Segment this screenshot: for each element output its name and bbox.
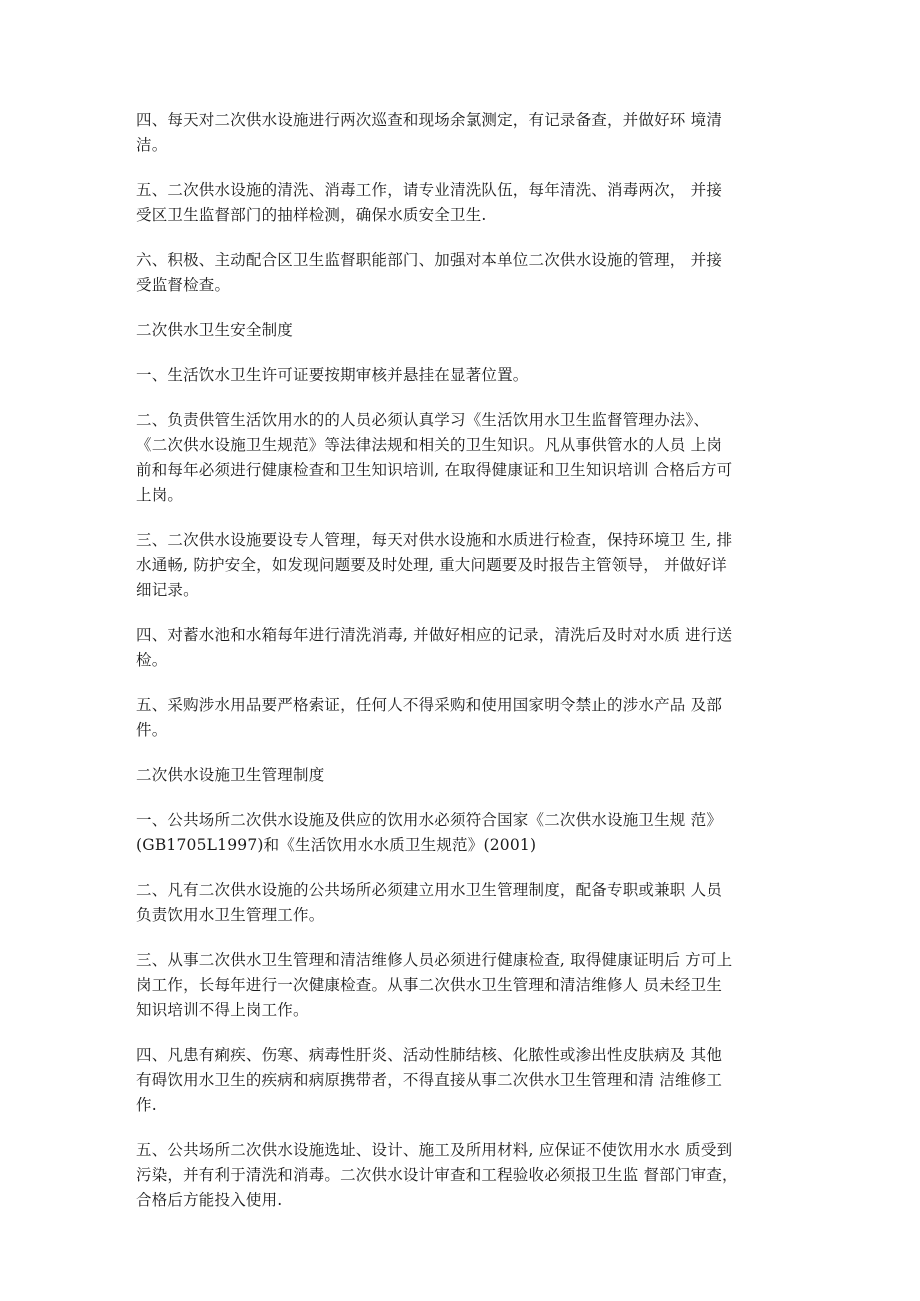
text-line: 五、采购涉水用品要严格索证，任何人不得采购和使用国家明令禁止的涉水产品 及部 xyxy=(136,696,723,714)
text-line: 一、公共场所二次供水设施及供应的饮用水必须符合国家《二次供水设施卫生规 范》 xyxy=(136,811,723,829)
section-2 xyxy=(136,318,791,743)
paragraph xyxy=(136,528,791,603)
paragraph xyxy=(136,878,791,928)
section-title xyxy=(136,763,791,788)
paragraph xyxy=(136,363,791,388)
section-title-text: 二次供水卫生安全制度 xyxy=(136,321,294,339)
paragraph xyxy=(136,1138,791,1213)
paragraph xyxy=(136,108,791,158)
text-line: 有碍饮用水卫生的疾病和病原携带者，不得直接从事二次供水卫生管理和清 洁维修工 xyxy=(136,1071,723,1089)
text-line: 合格后方能投入使用. xyxy=(136,1191,283,1209)
section-3 xyxy=(136,763,791,1213)
text-line: 受区卫生监督部门的抽样检测，确保水质安全卫生. xyxy=(136,206,487,224)
text-line: 水通畅, 防护安全，如发现问题要及时处理, 重大问题要及时报告主管领导， 并做好详 xyxy=(136,556,727,574)
text-line: 洁。 xyxy=(136,136,168,154)
section-title-text: 二次供水设施卫生管理制度 xyxy=(136,766,325,784)
text-line: 检。 xyxy=(136,651,168,669)
section-1 xyxy=(136,108,791,298)
text-line: 《二次供水设施卫生规范》等法律法规和相关的卫生知识。凡从事供管水的人员 上岗 xyxy=(136,436,723,454)
text-line: 六、积极、主动配合区卫生监督职能部门、加强对本单位二次供水设施的管理， 并接 xyxy=(136,251,723,269)
paragraph xyxy=(136,408,791,508)
text-line: 一、生活饮水卫生许可证要按期审核并悬挂在显著位置。 xyxy=(136,366,529,384)
text-line: 三、从事二次供水卫生管理和清洁维修人员必须进行健康检查, 取得健康证明后 方可上 xyxy=(136,951,733,969)
paragraph xyxy=(136,1043,791,1118)
text-line: 细记录。 xyxy=(136,581,199,599)
text-line: 上岗。 xyxy=(136,486,184,504)
text-line: 二、负责供管生活饮用水的的人员必须认真学习《生活饮用水卫生监督管理办法》、 xyxy=(136,411,710,429)
paragraph xyxy=(136,948,791,1023)
text-line: 四、对蓄水池和水箱每年进行清洗消毒, 并做好相应的记录，清洗后及时对水质 进行送 xyxy=(136,626,733,644)
paragraph xyxy=(136,178,791,228)
text-line: 四、每天对二次供水设施进行两次巡查和现场余氯测定，有记录备查，并做好环 境清 xyxy=(136,111,723,129)
paragraph xyxy=(136,623,791,673)
paragraph xyxy=(136,808,791,858)
text-line: 受监督检查。 xyxy=(136,276,231,294)
text-line: (GB1705L1997)和《生活饮用水水质卫生规范》(2001) xyxy=(136,836,537,854)
text-line: 件。 xyxy=(136,721,168,739)
text-line: 知识培训不得上岗工作。 xyxy=(136,1001,309,1019)
text-line: 前和每年必须进行健康检查和卫生知识培训, 在取得健康证和卫生知识培训 合格后方可 xyxy=(136,461,733,479)
text-line: 五、二次供水设施的清洗、消毒工作，请专业清洗队伍，每年清洗、消毒两次， 并接 xyxy=(136,181,723,199)
text-line: 四、凡患有痢疾、伤寒、病毒性肝炎、活动性肺结核、化脓性或渗出性皮肤病及 其他 xyxy=(136,1046,723,1064)
paragraph xyxy=(136,693,791,743)
text-line: 二、凡有二次供水设施的公共场所必须建立用水卫生管理制度，配备专职或兼职 人员 xyxy=(136,881,723,899)
text-line: 岗工作，长每年进行一次健康检查。从事二次供水卫生管理和清洁维修人 员未经卫生 xyxy=(136,976,723,994)
text-line: 三、二次供水设施要设专人管理，每天对供水设施和水质进行检查，保持环境卫 生, 排 xyxy=(136,531,733,549)
document-page xyxy=(136,108,791,1233)
text-line: 污染，并有利于清洗和消毒。二次供水设计审查和工程验收必须报卫生监 督部门审查， xyxy=(136,1166,738,1184)
text-line: 作. xyxy=(136,1096,157,1114)
text-line: 负责饮用水卫生管理工作。 xyxy=(136,906,325,924)
paragraph xyxy=(136,248,791,298)
section-title xyxy=(136,318,791,343)
text-line: 五、公共场所二次供水设施选址、设计、施工及所用材料, 应保证不使饮用水水 质受到 xyxy=(136,1141,733,1159)
